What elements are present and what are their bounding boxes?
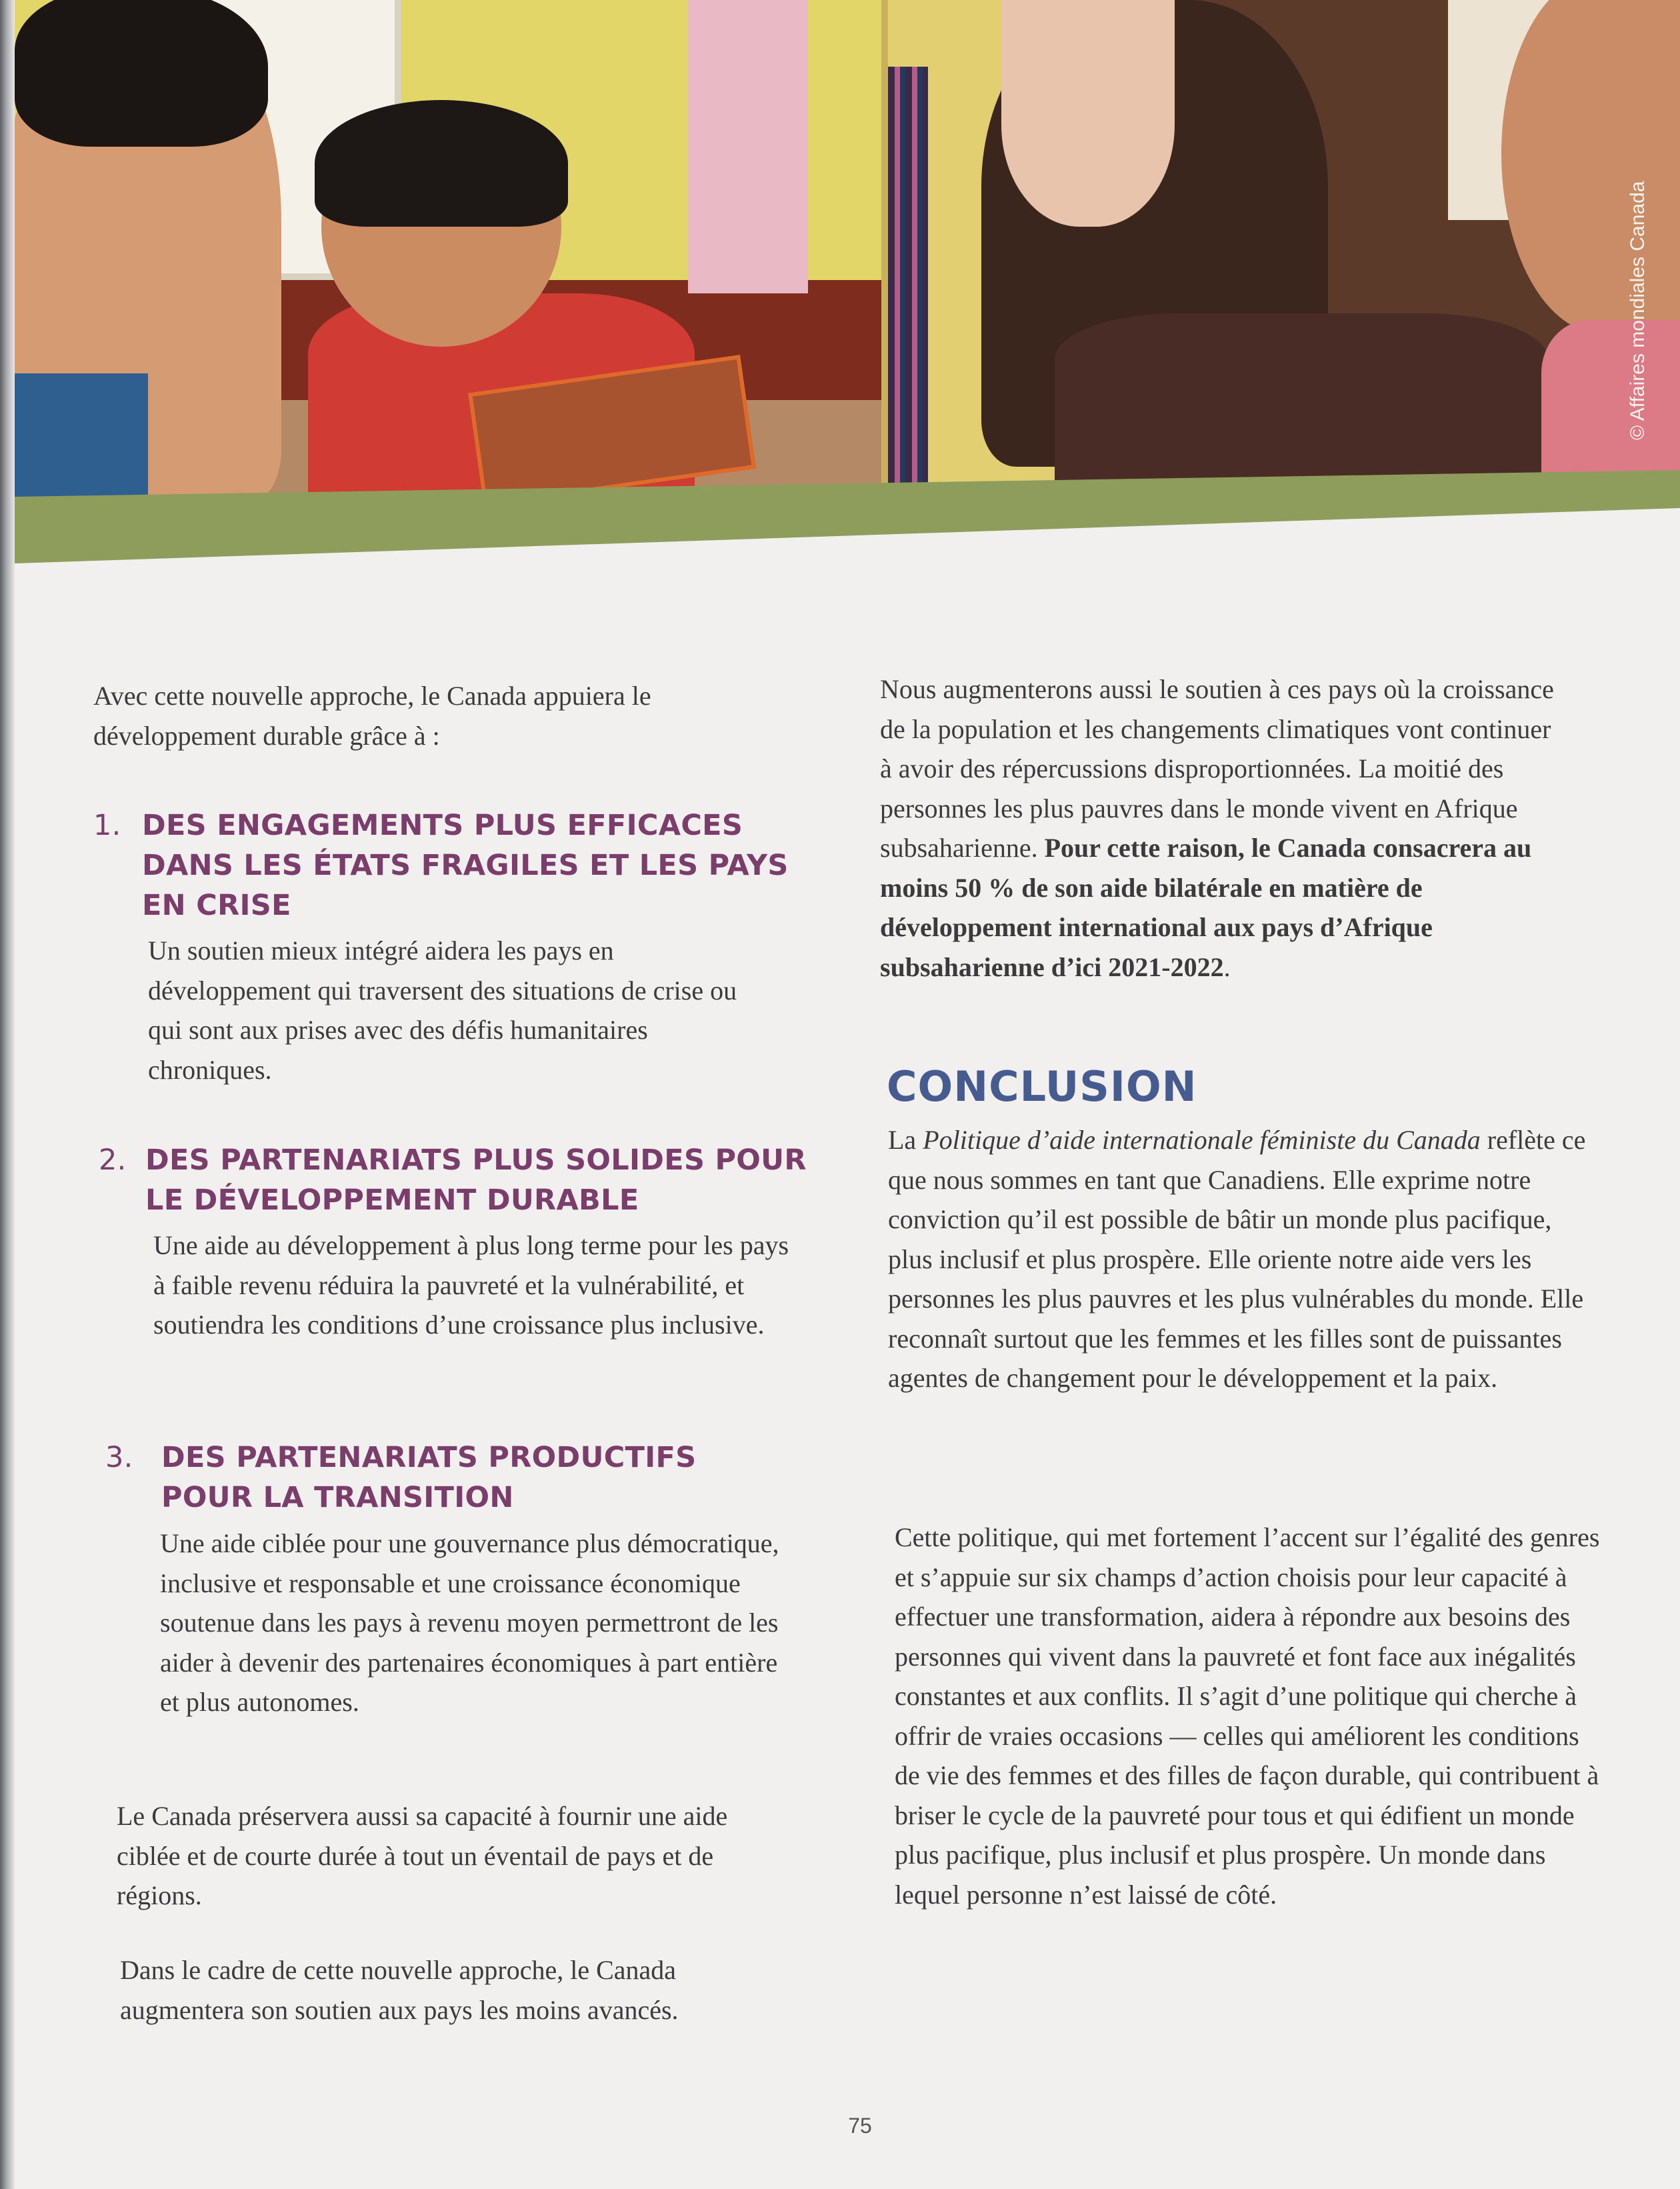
photo-credit: © Affaires mondiales Canada xyxy=(1627,181,1649,440)
least-developed-paragraph: Dans le cadre de cette nouvelle approche, le Canada augmentera son soutien aux pays les moins avancés. xyxy=(120,1955,679,2025)
conclusion-lead: La xyxy=(888,1125,923,1155)
support-paragraph xyxy=(880,669,1563,987)
conclusion-paragraph-2: Cette politique, qui met fortement l’accent sur l’égalité des genres et s’appuie sur six champs d’action choisis pour leur capacité à effectuer une transformation, aidera à répondre aux besoins des personnes qui vivent dans la pauvreté et font face aux inégalités constantes et aux conflits. Il s’agit d’une politique qui cherche à offrir de vraies occasions — celles qui améliorent les conditions de vie des femmes et des filles de façon durable, qui contribuent à briser le cycle de la pauvreté pour tous et qui édifient un monde plus pacifique, plus inclusif et plus prospère. Un monde dans lequel personne n’est laissé de côté. xyxy=(895,1522,1600,1910)
section-3-body: Une aide ciblée pour une gouvernance plus démocratique, inclusive et responsable et une croissance économique soutenue dans les pays à revenu moyen permettront de les aider à devenir des partenaires économiques à part entière et plus autonomes. xyxy=(160,1528,779,1717)
capacity-paragraph: Le Canada préservera aussi sa capacité à fournir une aide ciblée et de courte durée à tout un éventail de pays et de régions. xyxy=(117,1801,728,1910)
header-photo xyxy=(15,0,1680,497)
section-2-body: Une aide au développement à plus long terme pour les pays à faible revenu réduira la pauvreté et la vulnérabilité, et soutiendra les conditions d’une croissance plus inclusive. xyxy=(153,1230,789,1340)
conclusion-title: CONCLUSION xyxy=(887,1062,1197,1111)
section-3-heading: DES PARTENARIATS PRODUCTIFS POUR LA TRANSITION xyxy=(161,1441,697,1514)
policy-title-italic: Politique d’aide internationale féministe du Canada xyxy=(923,1125,1481,1155)
support-bold-text: Pour cette raison, le Canada consacrera au moins 50 % de son aide bilatérale en matière de développement international aux pays d’Afrique subsaharienne d’ici 2021-2022 xyxy=(880,833,1532,982)
section-1-body: Un soutien mieux intégré aidera les pays en développement qui traversent des situations de crise ou qui sont aux prises avec des défis humanitaires chroniques. xyxy=(148,935,737,1085)
section-1-number: 1. xyxy=(93,809,121,842)
intro-paragraph: Avec cette nouvelle approche, le Canada appuiera le développement durable grâce à : xyxy=(93,681,651,751)
conclusion-paragraph-1 xyxy=(888,1120,1595,1398)
section-2-heading: DES PARTENARIATS PLUS SOLIDES POUR LE DÉVELOPPEMENT DURABLE xyxy=(145,1144,807,1217)
section-2-number: 2. xyxy=(99,1144,127,1177)
section-3-number: 3. xyxy=(105,1441,133,1474)
book-spine-shadow xyxy=(0,0,15,2189)
support-end: . xyxy=(1223,951,1231,982)
page-number: 75 xyxy=(848,2114,872,2138)
conclusion-rest: reflète ce que nous sommes en tant que Canadiens. Elle exprime notre conviction qu’il est possible de bâtir un monde plus pacifique, plus inclusif et plus prospère. Elle oriente notre aide vers les personnes les plus pauvres et les plus vulnérables du monde. Elle reconnaît surtout que les femmes et les filles sont de puissantes agentes de changement pour le développement et la paix. xyxy=(888,1125,1586,1393)
section-1-heading: DES ENGAGEMENTS PLUS EFFICACES DANS LES ÉTATS FRAGILES ET LES PAYS EN CRISE xyxy=(142,809,789,922)
support-text: Nous augmenterons aussi le soutien à ces pays où la croissance de la population et les changements climatiques vont continuer à avoir des répercussions disproportionnées. La moitié des personnes les plus pauvres dans le monde vivent en Afrique subsaharienne. xyxy=(880,674,1554,863)
